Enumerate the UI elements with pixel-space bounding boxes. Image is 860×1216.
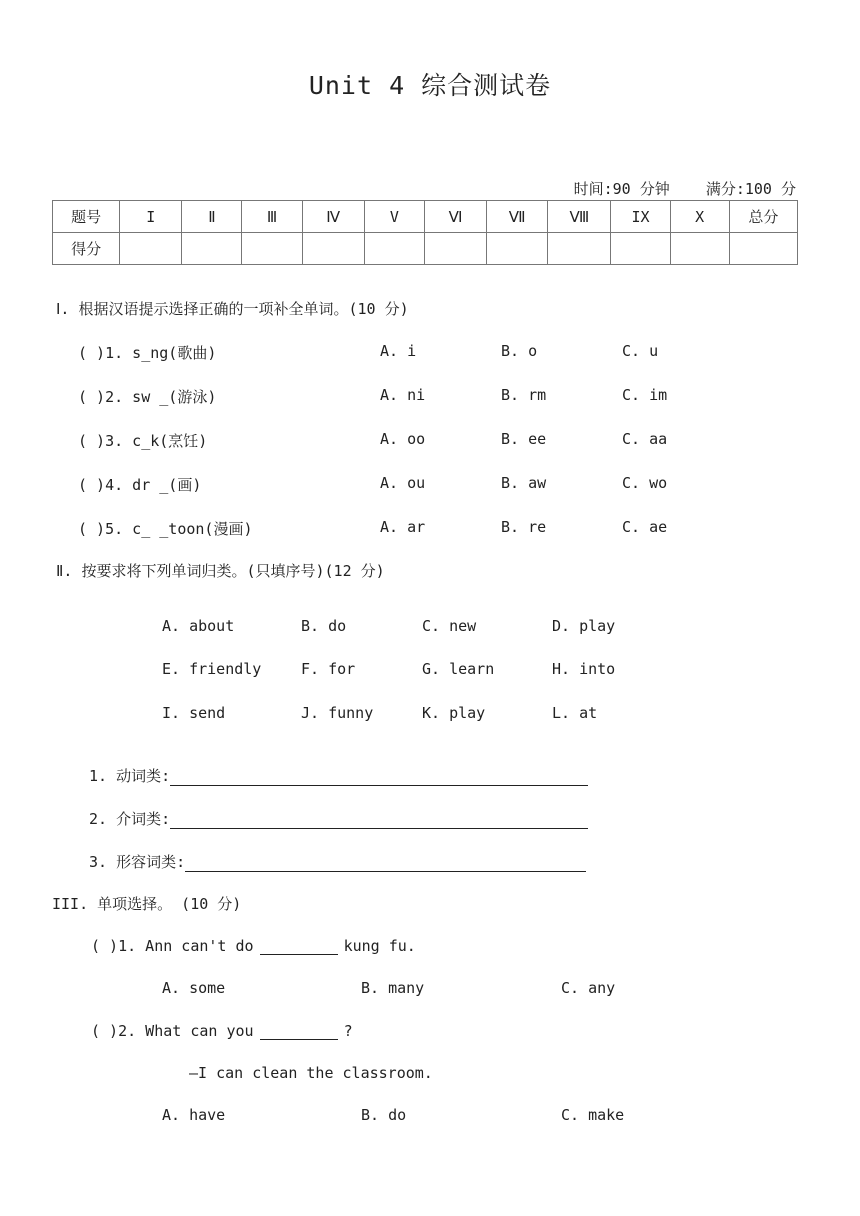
option-a: A. ou — [380, 474, 426, 492]
word-option: A. about — [162, 617, 235, 635]
option-b: B. re — [501, 518, 547, 536]
word-option: C. new — [422, 617, 477, 635]
header-cell: Ⅳ — [302, 201, 364, 233]
word-option: L. at — [552, 704, 598, 722]
header-cell: I — [120, 201, 182, 233]
category-label: 2. 介词类: — [89, 810, 171, 828]
category-label: 1. 动词类: — [89, 767, 171, 785]
score-cell — [487, 233, 548, 265]
category-adjective — [89, 851, 586, 872]
option-c: C. wo — [622, 474, 668, 492]
option-c: C. ae — [622, 518, 668, 536]
option-a: A. oo — [380, 430, 426, 448]
score-table-score-row — [53, 233, 798, 265]
option-a: A. some — [162, 979, 226, 997]
score-cell — [302, 233, 364, 265]
page-title: Unit 4 综合测试卷 — [308, 71, 552, 100]
score-cell — [182, 233, 242, 265]
option-b: B. aw — [501, 474, 547, 492]
section-3-heading: III. 单项选择。 (10 分) — [52, 895, 242, 913]
dialogue-reply: —I can clean the classroom. — [189, 1064, 433, 1082]
word-option: G. learn — [422, 660, 495, 678]
header-cell: X — [670, 201, 729, 233]
answer-blank[interactable] — [170, 769, 588, 786]
header-cell: Ⅷ — [548, 201, 611, 233]
option-b: B. do — [361, 1106, 407, 1124]
score-cell — [611, 233, 670, 265]
question-stem: ( )1. Ann can't do — [91, 937, 254, 955]
category-preposition — [89, 808, 588, 829]
word-option: D. play — [552, 617, 616, 635]
option-a: A. ni — [380, 386, 426, 404]
question-stem: ( )1. s_ng(歌曲) — [78, 344, 217, 362]
option-b: B. many — [361, 979, 425, 997]
question-1 — [91, 937, 416, 955]
full-score: 满分:100 分 — [705, 180, 796, 198]
row-label: 得分 — [53, 233, 120, 265]
category-verb — [89, 765, 588, 786]
option-c: C. any — [561, 979, 616, 997]
option-b: B. o — [501, 342, 538, 360]
header-cell: 题号 — [53, 201, 120, 233]
section-2-heading: Ⅱ. 按要求将下列单词归类。(只填序号)(12 分) — [56, 562, 385, 580]
word-option: I. send — [162, 704, 226, 722]
question-2 — [91, 1022, 353, 1040]
header-cell: Ⅶ — [487, 201, 548, 233]
exam-meta — [574, 178, 796, 199]
word-option: F. for — [301, 660, 356, 678]
header-cell: IX — [611, 201, 670, 233]
option-b: B. rm — [501, 386, 547, 404]
time-limit: 时间:90 分钟 — [573, 180, 670, 198]
answer-blank[interactable] — [185, 855, 586, 872]
score-cell — [120, 233, 182, 265]
word-option: E. friendly — [162, 660, 262, 678]
question-stem: ( )5. c_ _toon(漫画) — [78, 520, 253, 538]
score-cell — [548, 233, 611, 265]
header-cell: Ⅲ — [242, 201, 302, 233]
word-option: B. do — [301, 617, 347, 635]
option-c: C. u — [622, 342, 659, 360]
score-cell — [364, 233, 424, 265]
option-b: B. ee — [501, 430, 547, 448]
score-cell — [670, 233, 729, 265]
question-stem: ( )2. sw _(游泳) — [78, 388, 217, 406]
header-cell: V — [364, 201, 424, 233]
header-cell: Ⅱ — [182, 201, 242, 233]
score-cell — [729, 233, 797, 265]
option-c: C. aa — [622, 430, 668, 448]
option-c: C. im — [622, 386, 668, 404]
option-a: A. i — [380, 342, 417, 360]
answer-blank[interactable] — [260, 1023, 338, 1040]
option-c: C. make — [561, 1106, 625, 1124]
question-stem: ( )4. dr _(画) — [78, 476, 202, 494]
question-stem-tail: ? — [343, 1022, 353, 1040]
word-option: H. into — [552, 660, 616, 678]
question-stem: ( )3. c_k(烹饪) — [78, 432, 208, 450]
word-option: K. play — [422, 704, 486, 722]
answer-blank[interactable] — [260, 938, 338, 955]
question-stem-tail: kung fu. — [343, 937, 416, 955]
category-label: 3. 形容词类: — [89, 853, 186, 871]
section-1-heading: Ⅰ. 根据汉语提示选择正确的一项补全单词。(10 分) — [56, 300, 409, 318]
option-a: A. ar — [380, 518, 426, 536]
header-cell: Ⅵ — [424, 201, 486, 233]
answer-blank[interactable] — [170, 812, 588, 829]
score-table — [52, 200, 798, 265]
header-cell: 总分 — [729, 201, 797, 233]
score-cell — [424, 233, 486, 265]
question-stem: ( )2. What can you — [91, 1022, 254, 1040]
word-option: J. funny — [301, 704, 374, 722]
score-table-header-row — [53, 201, 798, 233]
option-a: A. have — [162, 1106, 226, 1124]
score-cell — [242, 233, 302, 265]
